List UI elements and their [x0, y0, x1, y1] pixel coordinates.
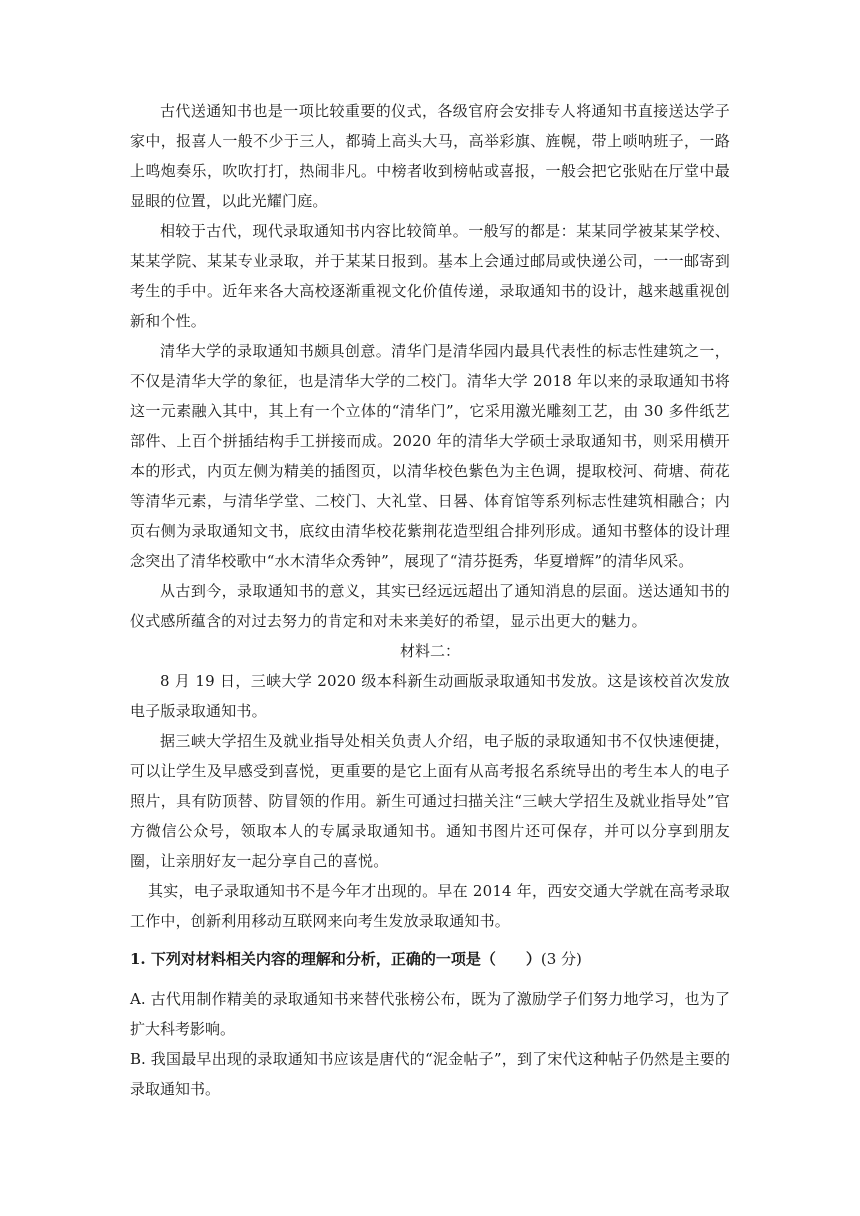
paragraph-notice-meaning: 从古到今，录取通知书的意义，其实已经远远超出了通知消息的层面。送达通知书的仪式感所蕴含的对过去努力的肯定和对未来美好的希望，显示出更大的魅力。 — [130, 582, 730, 630]
paragraph-modern-notice: 相较于古代，现代录取通知书内容比较简单。一般写的都是：某某同学被某某学校、某某学院、某某专业录取，并于某某日报到。基本上会通过邮局或快递公司，一一邮寄到考生的手中。近年来各大高校逐渐重视文化价值传递，录取通知书的设计，越来越重视创新和个性。 — [130, 222, 730, 330]
option-b: B. 我国最早出现的录取通知书应该是唐代的“泥金帖子”，到了宋代这种帖子仍然是主要的录取通知书。 — [130, 1050, 730, 1098]
question-score: (3 分) — [540, 950, 582, 968]
paragraph-electronic-history: 其实，电子录取通知书不是今年才出现的。早在 2014 年，西安交通大学就在高考录取工作中，创新利用移动互联网来向考生发放录取通知书。 — [130, 882, 730, 930]
paragraph-three-gorges-details: 据三峡大学招生及就业指导处相关负责人介绍，电子版的录取通知书不仅快速便捷，可以让学生及早感受到喜悦，更重要的是它上面有从高考报名系统导出的考生本人的电子照片，具有防顶替、防冒领的作用。新生可通过扫描关注“三峡大学招生及就业指导处”官方微信公众号，领取本人的专属录取通知书。通知书图片还可保存，并可以分享到朋友圈，让亲朋好友一起分享自己的喜悦。 — [130, 732, 730, 870]
paragraph-ancient-delivery: 古代送通知书也是一项比较重要的仪式，各级官府会安排专人将通知书直接送达学子家中，报喜人一般不少于三人，都骑上高头大马，高举彩旗、旌幌，带上唢呐班子，一路上鸣炮奏乐，吹吹打打，热闹非凡。中榜者收到榜帖或喜报，一般会把它张贴在厅堂中最显眼的位置，以此光耀门庭。 — [130, 102, 730, 210]
question-text: 1. 下列对材料相关内容的理解和分析，正确的一项是（ ） — [130, 950, 541, 968]
paragraph-three-gorges-release: 8 月 19 日，三峡大学 2020 级本科新生动画版录取通知书发放。这是该校首次发放电子版录取通知书。 — [130, 672, 730, 720]
document-body — [130, 96, 730, 1104]
paragraph-tsinghua-notice: 清华大学的录取通知书颇具创意。清华门是清华园内最具代表性的标志性建筑之一，不仅是清华大学的象征，也是清华大学的二校门。清华大学 2018 年以来的录取通知书将这一元素融入其中，其上有一个立体的“清华门”，它采用激光雕刻工艺，由 30 多件纸艺部件、上百个拼插结构手工拼接而成。2020 年的清华大学硕士录取通知书，则采用横开本的形式，内页左侧为精美的插图页，以清华校色紫色为主色调，提取校河、荷塘、荷花等清华元素，与清华学堂、二校门、大礼堂、日晷、体育馆等系列标志性建筑相融合；内页右侧为录取通知文书，底纹由清华校花紫荆花造型组合排列形成。通知书整体的设计理念突出了清华校歌中“水木清华众秀钟”，展现了“清芬挺秀，华夏增辉”的清华风采。 — [130, 342, 730, 570]
question-stem — [130, 944, 730, 974]
option-a: A. 古代用制作精美的录取通知书来替代张榜公布，既为了激励学子们努力地学习，也为了扩大科考影响。 — [130, 990, 730, 1038]
material-two-heading: 材料二： — [399, 642, 460, 660]
